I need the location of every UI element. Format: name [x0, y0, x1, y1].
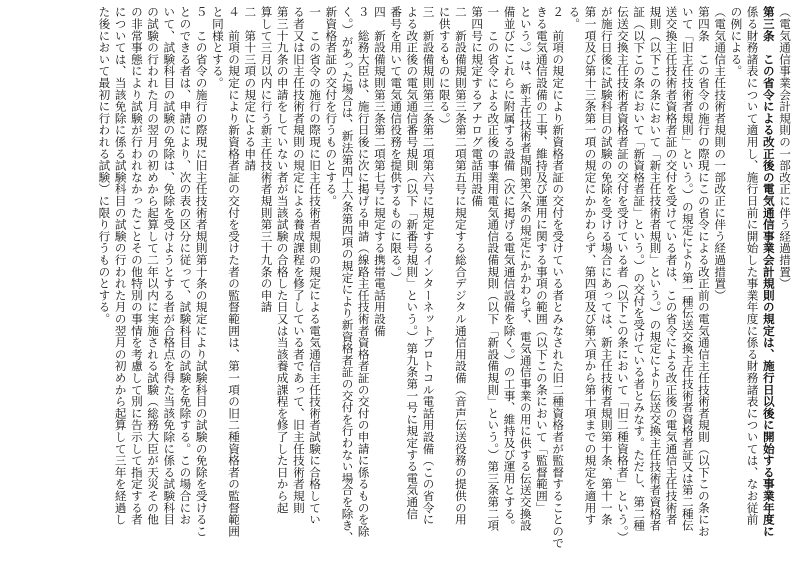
- text-line: の例による。: [729, 6, 744, 77]
- text-line: 第四号に規定するアナログ電話用設備: [470, 6, 485, 207]
- text-line: 一 この省令の施行の際現に旧主任技術者規則の規定による電気通信主任技術者試験に合格してい: [308, 6, 323, 526]
- text-line: については、当該免除に係る試験科目の試験の行われた月の翌月の初めから起算して三年を経過し: [113, 6, 128, 526]
- text-line: の試験の行われた月の翌月の初めから起算して二年以内に実施される試験（総務大臣が天災その他: [146, 6, 161, 526]
- text-line: 二 新設備規則第三条第二項第五号に規定する総合デジタル通信用設備（音声伝送役務の提供の用: [453, 6, 468, 526]
- text-line: 算して三月以内に行う新主任技術者規則第三十九条の申請: [259, 6, 274, 313]
- text-line: 第四条 この省令の施行の際現にこの省令による改正前の電気通信主任技術者規則（以下この条にお: [696, 6, 711, 537]
- text-line: 第三条 この省令による改正後の電気通信事業会計規則の規定は、施行日以後に開始する事業年度に: [761, 6, 776, 537]
- text-line: ３ 総務大臣は、施行日後に次に掲げる申請（線路主任技術者資格者証の交付の申請に係るものを除: [356, 6, 371, 537]
- text-line: 規則（以下この条において「新主任技術者規則」という。）の規定により伝送交換主任技術者資格者: [648, 6, 663, 532]
- text-line: と同様とする。: [210, 6, 225, 89]
- text-line: 一 この省令による改正後の事業用電気通信設備規則（以下「新設備規則」という。）第三条第二項: [486, 6, 501, 532]
- text-line: 四 新設備規則第三条第二項第七号に規定する携帯電話用設備: [372, 6, 387, 337]
- text-line: とのできる者は、申請により、次の表の区分に従って、試験科目の試験を免除する。この場合にお: [178, 6, 193, 526]
- text-line: に供するものに限る。）: [437, 6, 452, 130]
- text-line: 送交換主任技術者資格者証の交付を受けている者は、この省令による改正後の電気通信主任技術者: [664, 6, 679, 526]
- text-line: る。: [567, 6, 582, 30]
- text-line: の非常事態により試験が行われなかったことその他特別の事情を考慮して別に告示して指定する者: [129, 6, 144, 526]
- text-line: 番号を用いて電気通信役務を提供するものに限る。）: [389, 6, 404, 284]
- text-line: 備並びにこれらに附属する設備（次に掲げる電気通信設備を除く。）の工事、維持及び運用とする。: [502, 6, 517, 532]
- text-line: という。）は、新主任技術者規則第六条の規定にかかわらず、電気通信事業の用に供する伝送交換設: [518, 6, 533, 532]
- text-line: いて「旧主任技術者規則」という。）の規定により第一種伝送交換主任技術者資格者証又は第二種伝: [680, 6, 695, 532]
- text-line: ５ この省令の施行の際現に旧主任技術者規則第十条の規定により試験科目の試験の免除を受けるこ: [194, 6, 209, 537]
- text-line: 係る財務諸表について適用し、施行日前に開始した事業年度に係る財務諸表については、なお従前: [745, 6, 760, 526]
- text-line: く。）があった場合は、新法第四十六条第四項の規定により新資格者証の交付を行わない場合を除き、: [340, 6, 355, 543]
- text-line: 三 新設備規則第三条第二項第六号に規定するインターネットプロトコル電話用設備（この省令に: [421, 6, 436, 526]
- text-line: ４ 前項の規定により新資格者証の交付を受けた者の監督範囲は、第一項の旧二種資格者の監督範囲: [227, 6, 242, 537]
- text-line: （電気通信主任技術者規則の一部改正に伴う経過措置）: [713, 6, 728, 301]
- text-line: 伝送交換主任技術者資格者証の交付を受けている者（以下この条において「旧二種資格者」という。）: [615, 6, 630, 543]
- text-line: 証（以下この条において「新資格者証」という。）の交付を受けている者とみなす。ただし、第二種: [632, 6, 647, 532]
- text-line: る者又は旧主任技術者規則の規定による養成課程を修了している者であって、旧主任技術者規則: [291, 6, 306, 514]
- text-line: 新資格者証の交付を行うものとする。: [324, 6, 339, 207]
- text-line: が施行日後に試験科目の試験の免除を受ける場合にあっては、新主任技術者規則第十条、第十一条: [599, 6, 614, 526]
- vertical-text-body: [4, 6, 793, 560]
- text-line: 第三十九条の申請をしていない者が当該試験の合格した日又は当該養成課程を修了した日から起: [275, 6, 290, 514]
- text-line: 二 第十三項の規定による申請: [243, 6, 258, 172]
- text-line: た後において最初に行われる試験）に限り行うものとする。: [97, 6, 112, 325]
- text-line: （電気通信事業会計規則の一部改正に伴う経過措置）: [778, 6, 792, 290]
- text-line: いて、試験科目の試験の免除は、免除を受けようとする者が合格点を得た当該免除に係る試験科目: [162, 6, 177, 526]
- text-line: きる電気通信設備の工事、維持及び運用に関する事項の範囲（以下この条において「監督範囲」: [534, 6, 549, 514]
- text-line: ２ 前項の規定により新資格者証の交付を受けている者とみなされた旧二種資格者が監督することので: [551, 6, 566, 549]
- text-line: 第一項及び第十三条第一項の規定にかかわらず、第四項及び第六項から第十項までの規定を適用す: [583, 6, 598, 526]
- text-line: よる改正後の電気通信番号規則（以下「新番号規則」という。）第九条第一号に規定する電気通信: [405, 6, 420, 520]
